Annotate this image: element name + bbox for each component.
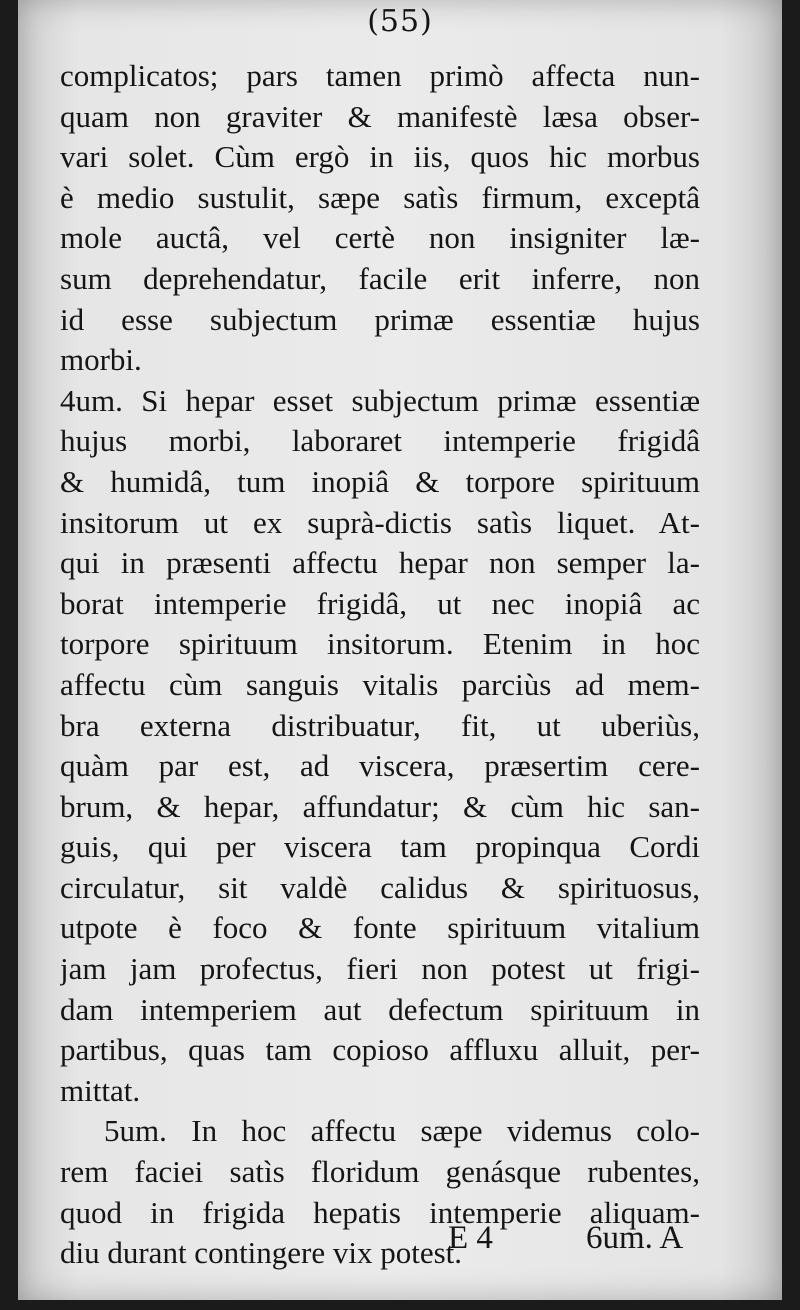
text-line: quàm par est, ad viscera, præsertim cere- [60, 748, 700, 784]
text-line: partibus, quas tam copioso affluxu alluit, per- [60, 1032, 700, 1068]
text-line: mittat. [60, 1072, 141, 1108]
text-line: circulatur, sit valdè calidus & spirituosus, [60, 869, 700, 905]
text-line: brum, & hepar, affundatur; & cùm hic san- [60, 788, 700, 824]
signature-mark: E 4 [448, 1220, 493, 1256]
paragraph-1 [60, 56, 700, 381]
text-line: diu durant contingere vix potest. [60, 1235, 463, 1271]
text-line: quod in frigida hepatis intemperie aliquam- [60, 1194, 700, 1230]
page-number: (55) [367, 4, 433, 39]
paragraph-2 [60, 381, 700, 1112]
text-line: id esse subjectum primæ essentiæ hujus [60, 301, 700, 337]
text-line: guis, qui per viscera tam propinqua Cordi [60, 829, 700, 865]
body-text [60, 56, 700, 1274]
text-line: hujus morbi, laboraret intemperie frigidâ [60, 423, 700, 459]
text-line: complicatos; pars tamen primò affecta nun- [60, 58, 700, 93]
text-line: vari solet. Cùm ergò in iis, quos hic morbus [60, 139, 700, 175]
text-line: insitorum ut ex suprà-dictis satìs liquet. At- [60, 504, 700, 540]
book-page [18, 0, 782, 1300]
text-line: affectu cùm sanguis vitalis parciùs ad mem- [60, 666, 700, 702]
text-line: qui in præsenti affectu hepar non semper la- [60, 545, 700, 581]
text-line: dam intemperiem aut defectum spirituum in [60, 991, 700, 1027]
text-line: torpore spirituum insitorum. Etenim in hoc [60, 626, 700, 662]
text-line: mole auctâ, vel certè non insigniter læ- [60, 220, 700, 256]
text-line: jam jam profectus, fieri non potest ut frigi- [60, 951, 700, 987]
text-line: sum deprehendatur, facile erit inferre, non [60, 260, 700, 296]
text-line: & humidâ, tum inopiâ & torpore spirituum [60, 463, 700, 499]
text-line: morbi. [60, 342, 142, 378]
catchword: 6um. A [586, 1220, 684, 1256]
text-line: utpote è foco & fonte spirituum vitalium [60, 910, 700, 946]
text-line: è medio sustulit, sæpe satìs firmum, exceptâ [60, 179, 700, 215]
text-line: 5um. In hoc affectu sæpe videmus colo- [104, 1113, 700, 1149]
text-line: 4um. Si hepar esset subjectum primæ essentiæ [60, 382, 700, 418]
text-line: rem faciei satìs floridum genásque rubentes, [60, 1154, 700, 1190]
text-line: borat intemperie frigidâ, ut nec inopiâ ac [60, 585, 700, 621]
text-line: quam non graviter & manifestè læsa obser- [60, 98, 700, 134]
text-line: bra externa distribuatur, fit, ut uberiùs, [60, 707, 700, 743]
